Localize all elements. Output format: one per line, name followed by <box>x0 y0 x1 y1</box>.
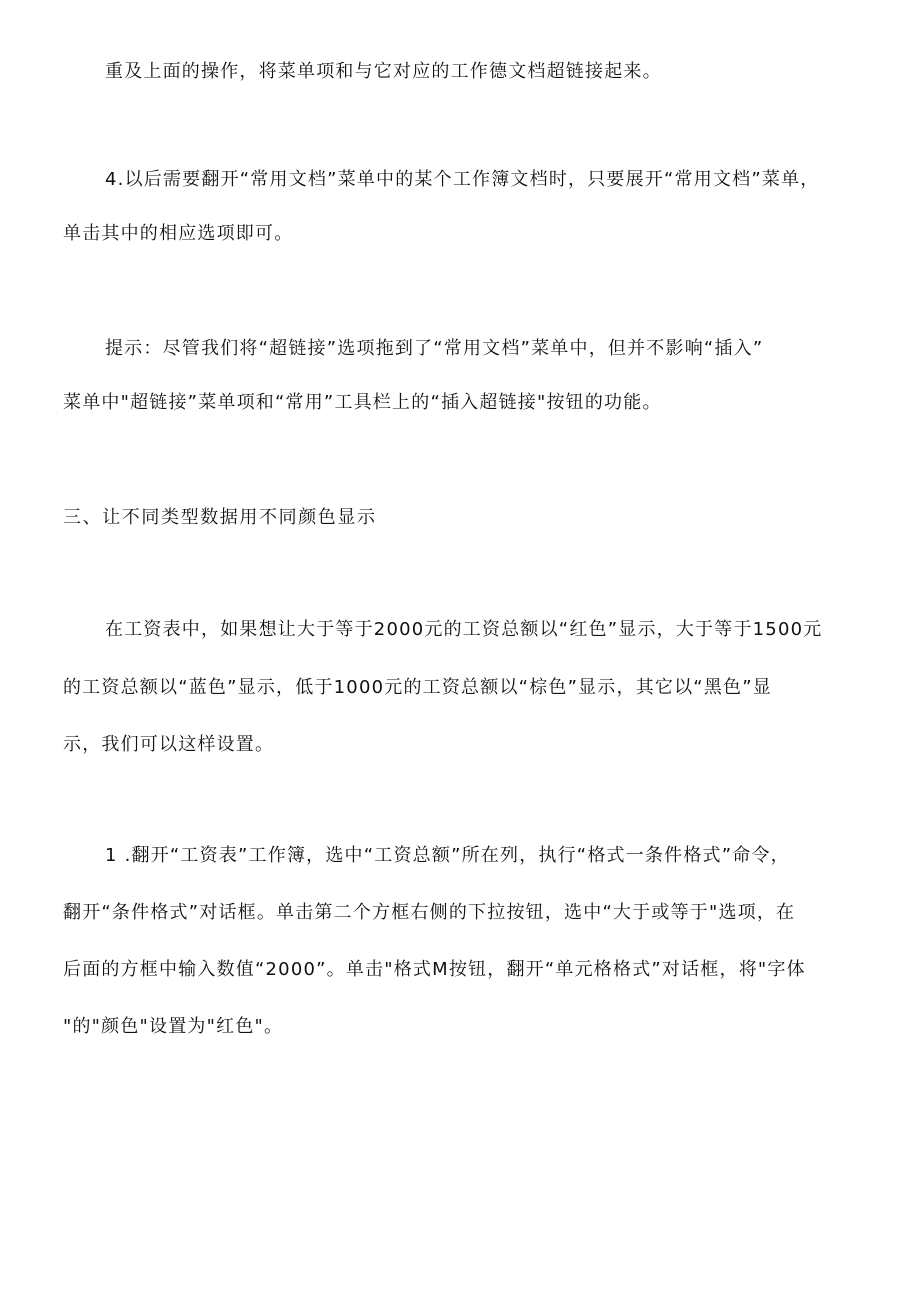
paragraph-5-line-3: 后面的方框中输入数值“2000”。单击"格式M按钮，翻开“单元格格式”对话框，将"字体 <box>63 959 806 980</box>
paragraph-3-line-1: 提示：尽管我们将“超链接”选项拖到了“常用文档”菜单中，但并不影响“插入” <box>105 338 764 359</box>
paragraph-3-line-2: 菜单中"超链接”菜单项和“常用”工具栏上的“插入超链接"按钮的功能。 <box>63 392 662 413</box>
paragraph-1-line-1: 重及上面的操作，将菜单项和与它对应的工作德文档超链接起来。 <box>105 61 662 82</box>
paragraph-5-line-1: 1 .翻开“工资表”工作簿，选中“工资总额”所在列，执行“格式一条件格式”命令， <box>105 845 790 866</box>
paragraph-4-line-1: 在工资表中，如果想让大于等于2000元的工资总额以“红色”显示，大于等于1500元 <box>105 619 823 640</box>
paragraph-2-line-1: 4.以后需要翻开“常用文档”菜单中的某个工作簿文档时，只要展开“常用文档”菜单， <box>105 169 820 190</box>
paragraph-2-line-2: 单击其中的相应选项即可。 <box>63 223 294 244</box>
section-heading-3: 三、让不同类型数据用不同颜色显示 <box>63 507 377 528</box>
paragraph-4-line-3: 示，我们可以这样设置。 <box>63 734 275 755</box>
paragraph-5-line-2: 翻开“条件格式”对话框。单击第二个方框右侧的下拉按钮，选中“大于或等于"选项，在 <box>63 902 796 923</box>
paragraph-4-line-2: 的工资总额以“蓝色”显示，低于1000元的工资总额以“棕色”显示，其它以“黑色”显 <box>63 677 772 698</box>
paragraph-5-line-4: "的"颜色"设置为"红色"。 <box>63 1016 284 1037</box>
